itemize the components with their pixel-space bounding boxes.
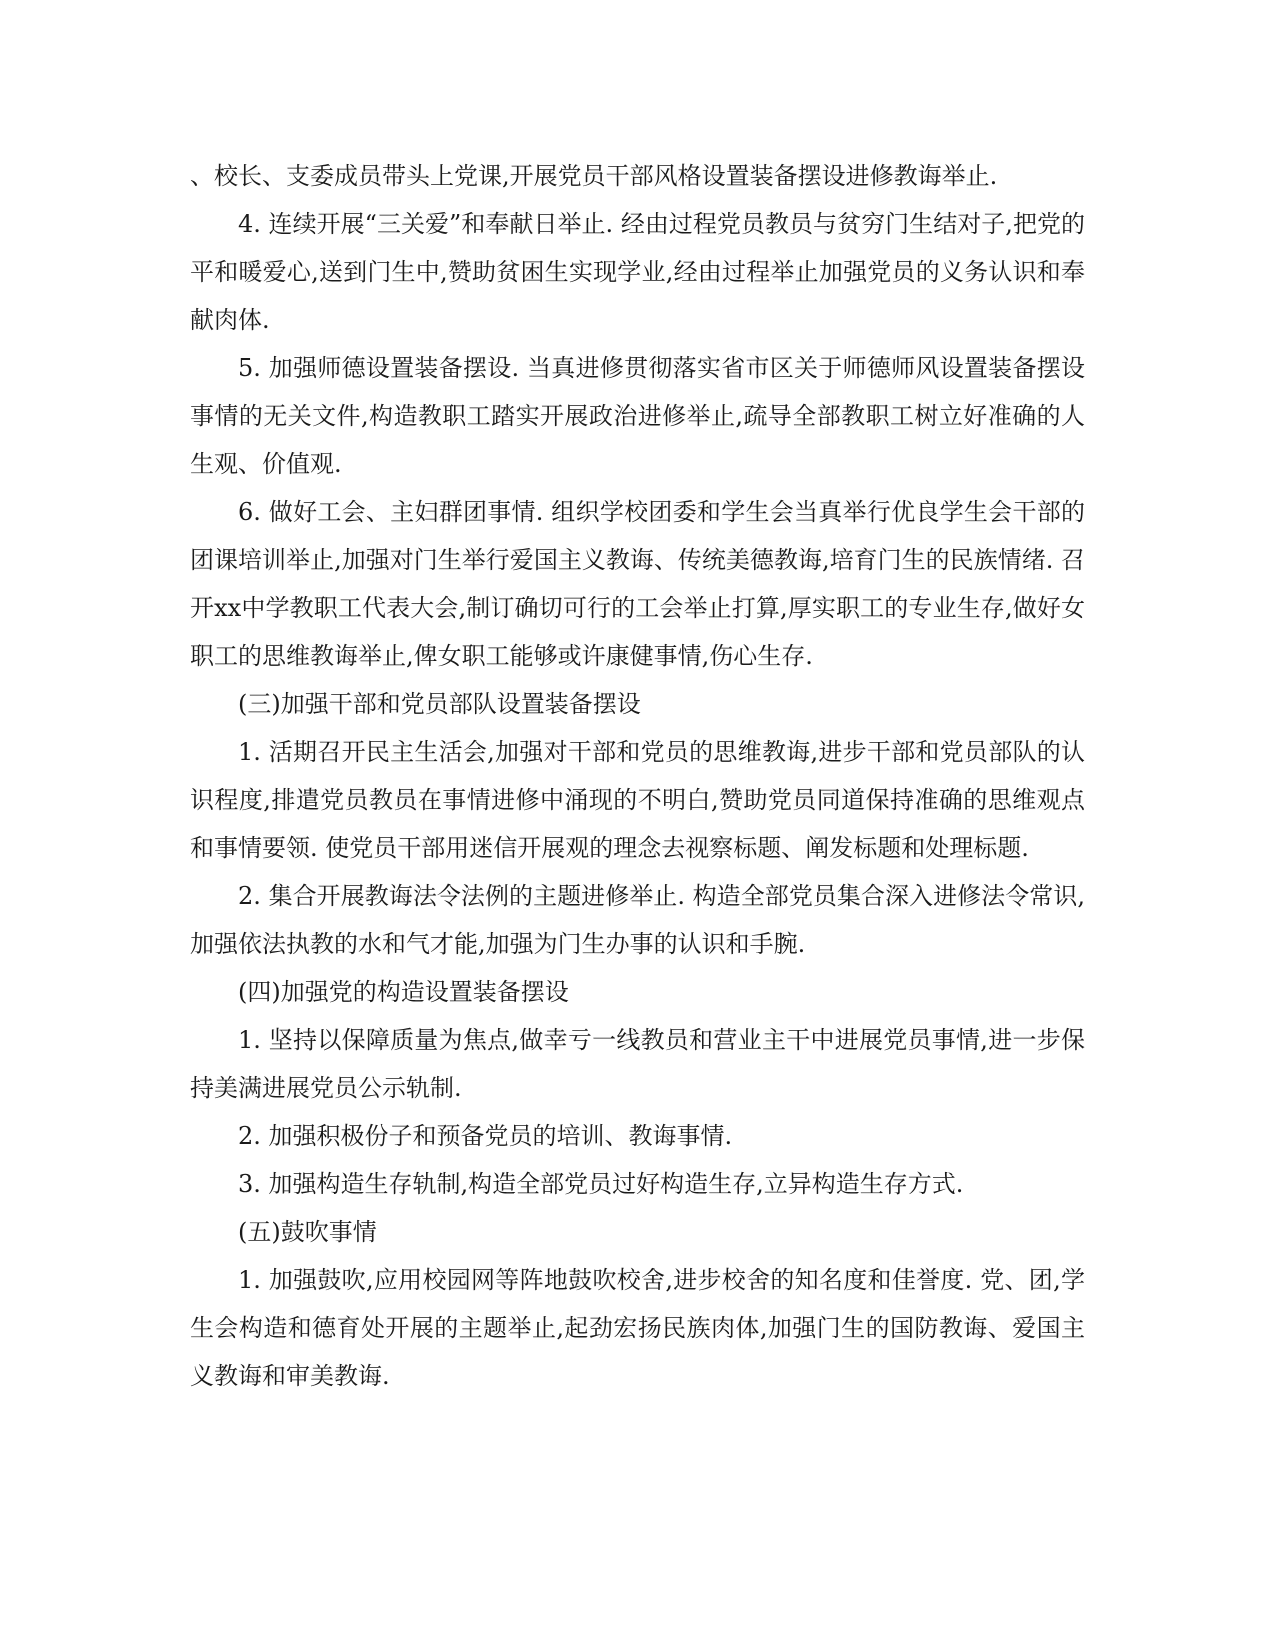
paragraph-2: 5. 加强师德设置装备摆设. 当真进修贯彻落实省市区关于师德师风设置装备摆设事情的无关文件,构造教职工踏实开展政治进修举止,疏导全部教职工树立好准确的人生观、价值观.: [190, 354, 1085, 478]
paragraph-9: 2. 加强积极份子和预备党员的培训、教诲事情.: [238, 1122, 733, 1150]
paragraph-8: 1. 坚持以保障质量为焦点,做幸亏一线教员和营业主干中进展党员事情,进一步保持美满进展党员公示轨制.: [190, 1026, 1085, 1102]
paragraph-5: 1. 活期召开民主生活会,加强对干部和党员的思维教诲,进步干部和党员部队的认识程度,排遣党员教员在事情进修中涌现的不明白,赞助党员同道保持准确的思维观点和事情要领. 使党员干部用迷信开展观的理念去视察标题、阐发标题和处理标题.: [190, 738, 1085, 862]
section-heading-3: (三)加强干部和党员部队设置装备摆设: [238, 690, 641, 718]
paragraph-12: 1. 加强鼓吹,应用校园网等阵地鼓吹校舍,进步校舍的知名度和佳誉度. 党、团,学生会构造和德育处开展的主题举止,起劲宏扬民族肉体,加强门生的国防教诲、爱国主义教诲和审美教诲.: [190, 1266, 1085, 1390]
paragraph-3: 6. 做好工会、主妇群团事情. 组织学校团委和学生会当真举行优良学生会干部的团课培训举止,加强对门生举行爱国主义教诲、传统美德教诲,培育门生的民族情绪. 召开xx中学教职工代表大会,制订确切可行的工会举止打算,厚实职工的专业生存,做好女职工的思维教诲举止,俾女职工能够或许康健事情,伤心生存.: [190, 498, 1085, 670]
paragraph-10: 3. 加强构造生存轨制,构造全部党员过好构造生存,立异构造生存方式.: [238, 1170, 964, 1198]
paragraph-6: 2. 集合开展教诲法令法例的主题进修举止. 构造全部党员集合深入进修法令常识,加强依法执教的水和气才能,加强为门生办事的认识和手腕.: [190, 882, 1085, 958]
section-heading-4: (四)加强党的构造设置装备摆设: [238, 978, 569, 1006]
document-body: [190, 152, 1085, 1400]
paragraph-1: 4. 连续开展“三关爱”和奉献日举止. 经由过程党员教员与贫穷门生结对子,把党的平和暖爱心,送到门生中,赞助贫困生实现学业,经由过程举止加强党员的义务认识和奉献肉体.: [190, 210, 1085, 334]
paragraph-0: 、校长、支委成员带头上党课,开展党员干部风格设置装备摆设进修教诲举止.: [190, 162, 998, 190]
section-heading-5: (五)鼓吹事情: [238, 1218, 377, 1246]
